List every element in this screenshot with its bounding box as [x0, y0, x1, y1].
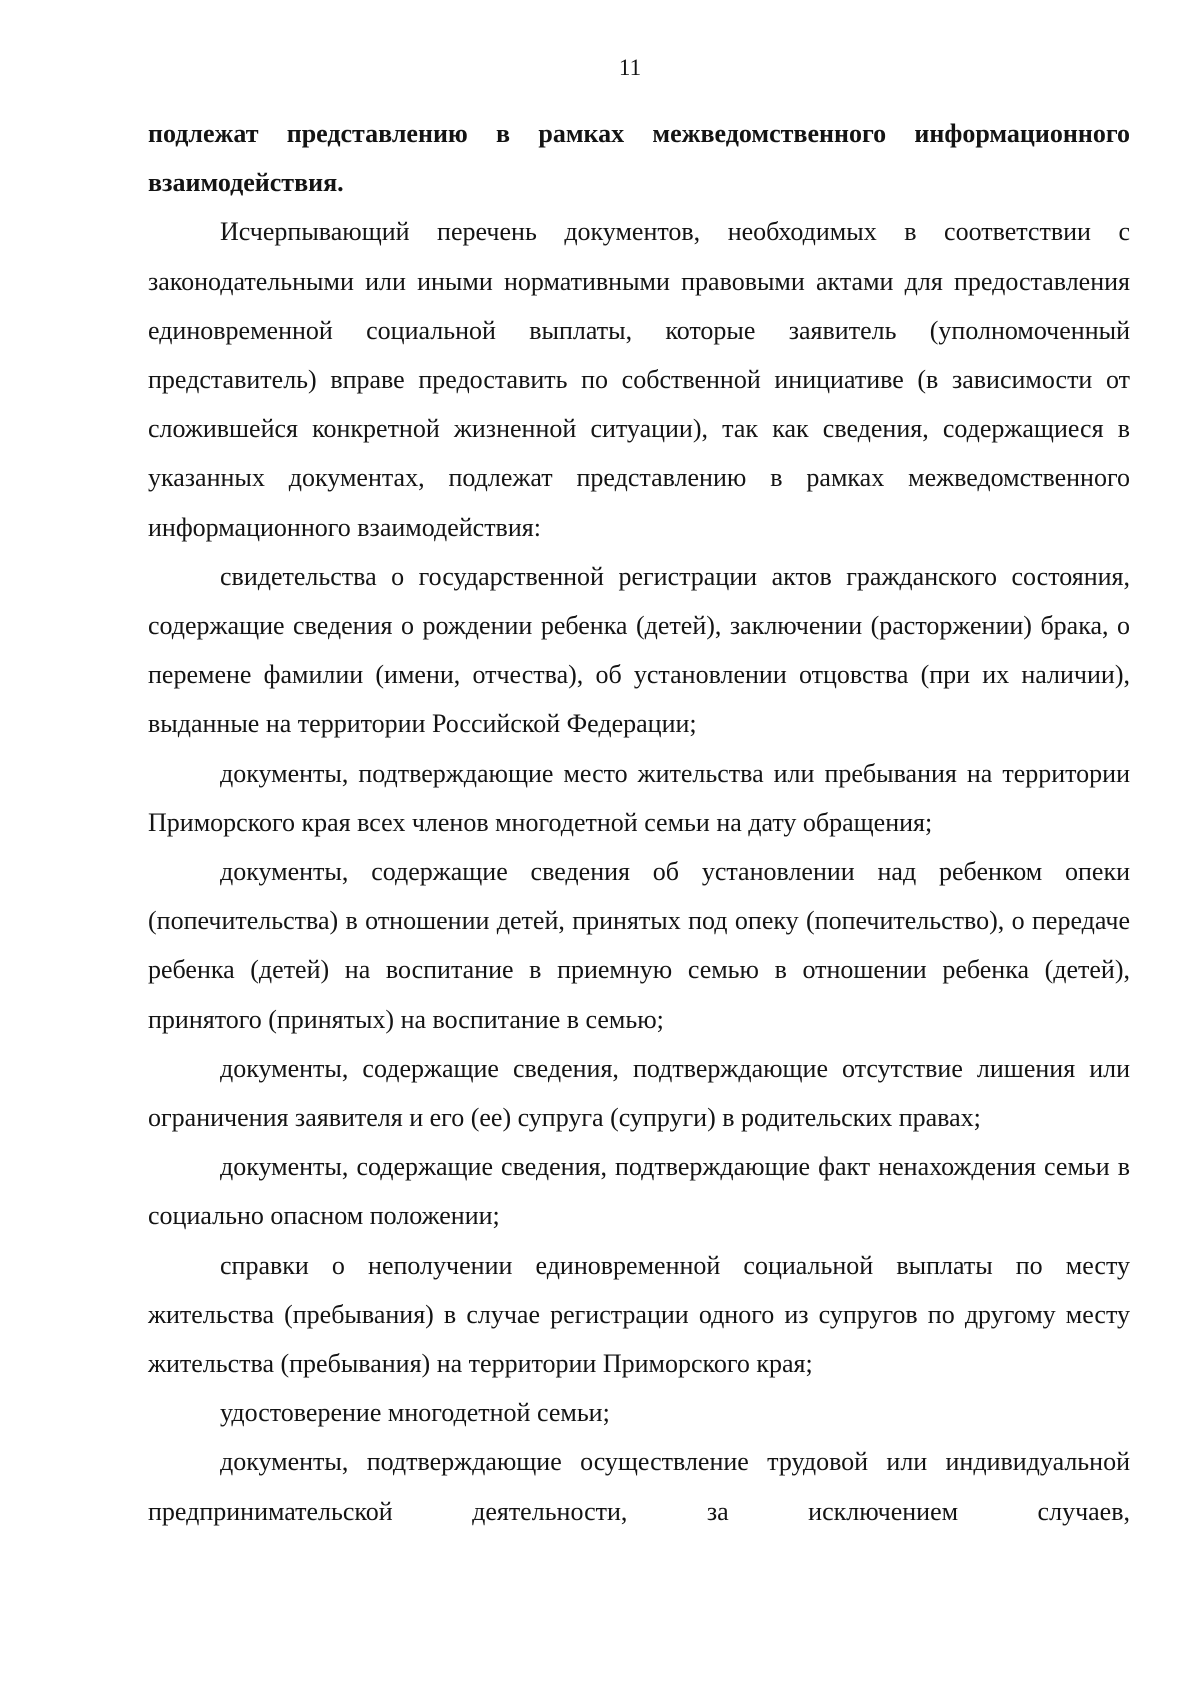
paragraph: Исчерпывающий перечень документов, необходимых в соответствии с законодательными или иными нормативными правовыми актами для предоставления единовременной социальной выплаты, которые заявитель (уполномоченный представитель) вправе предоставить по собственной инициативе (в зависимости от сложившейся конкретной жизненной ситуации), так как сведения, содержащиеся в указанных документах, подлежат представлению в рамках межведомственного информационного взаимодействия: — [148, 217, 1130, 542]
paragraph: документы, содержащие сведения, подтверждающие отсутствие лишения или ограничения заявителя и его (ее) супруга (супруги) в родительских правах; — [148, 1053, 1130, 1133]
paragraph: документы, подтверждающие место жительства или пребывания на территории Приморского края всех членов многодетной семьи на дату обращения; — [148, 758, 1130, 837]
paragraph: удостоверение многодетной семьи; — [220, 1398, 610, 1428]
paragraph: справки о неполучении единовременной социальной выплаты по месту жительства (пребывания) в случае регистрации одного из супругов по другому месту жительства (пребывания) на территории Приморского края; — [148, 1250, 1130, 1379]
page-number: 11 — [618, 55, 642, 80]
paragraph: документы, содержащие сведения об установлении над ребенком опеки (попечительства) в отношении детей, принятых под опеку (попечительство), о передаче ребенка (детей) на воспитание в приемную семью в отношении ребенка (детей), принятого (принятых) на воспитание в семью; — [148, 857, 1130, 1034]
paragraph: документы, подтверждающие осуществление трудовой или индивидуальной предпринимательской деятельности, за исключением случаев, — [148, 1447, 1130, 1526]
paragraph: документы, содержащие сведения, подтверждающие факт ненахождения семьи в социально опасном положении; — [148, 1152, 1130, 1231]
document-body — [148, 109, 1130, 1536]
paragraph: свидетельства о государственной регистрации актов гражданского состояния, содержащие сведения о рождении ребенка (детей), заключении (расторжении) брака, о перемене фамилии (имени, отчества), об установлении отцовства (при их наличии), выданные на территории Российской Федерации; — [148, 561, 1130, 739]
paragraph: подлежат представлению в рамках межведомственного информационного взаимодействия. — [148, 119, 1130, 198]
